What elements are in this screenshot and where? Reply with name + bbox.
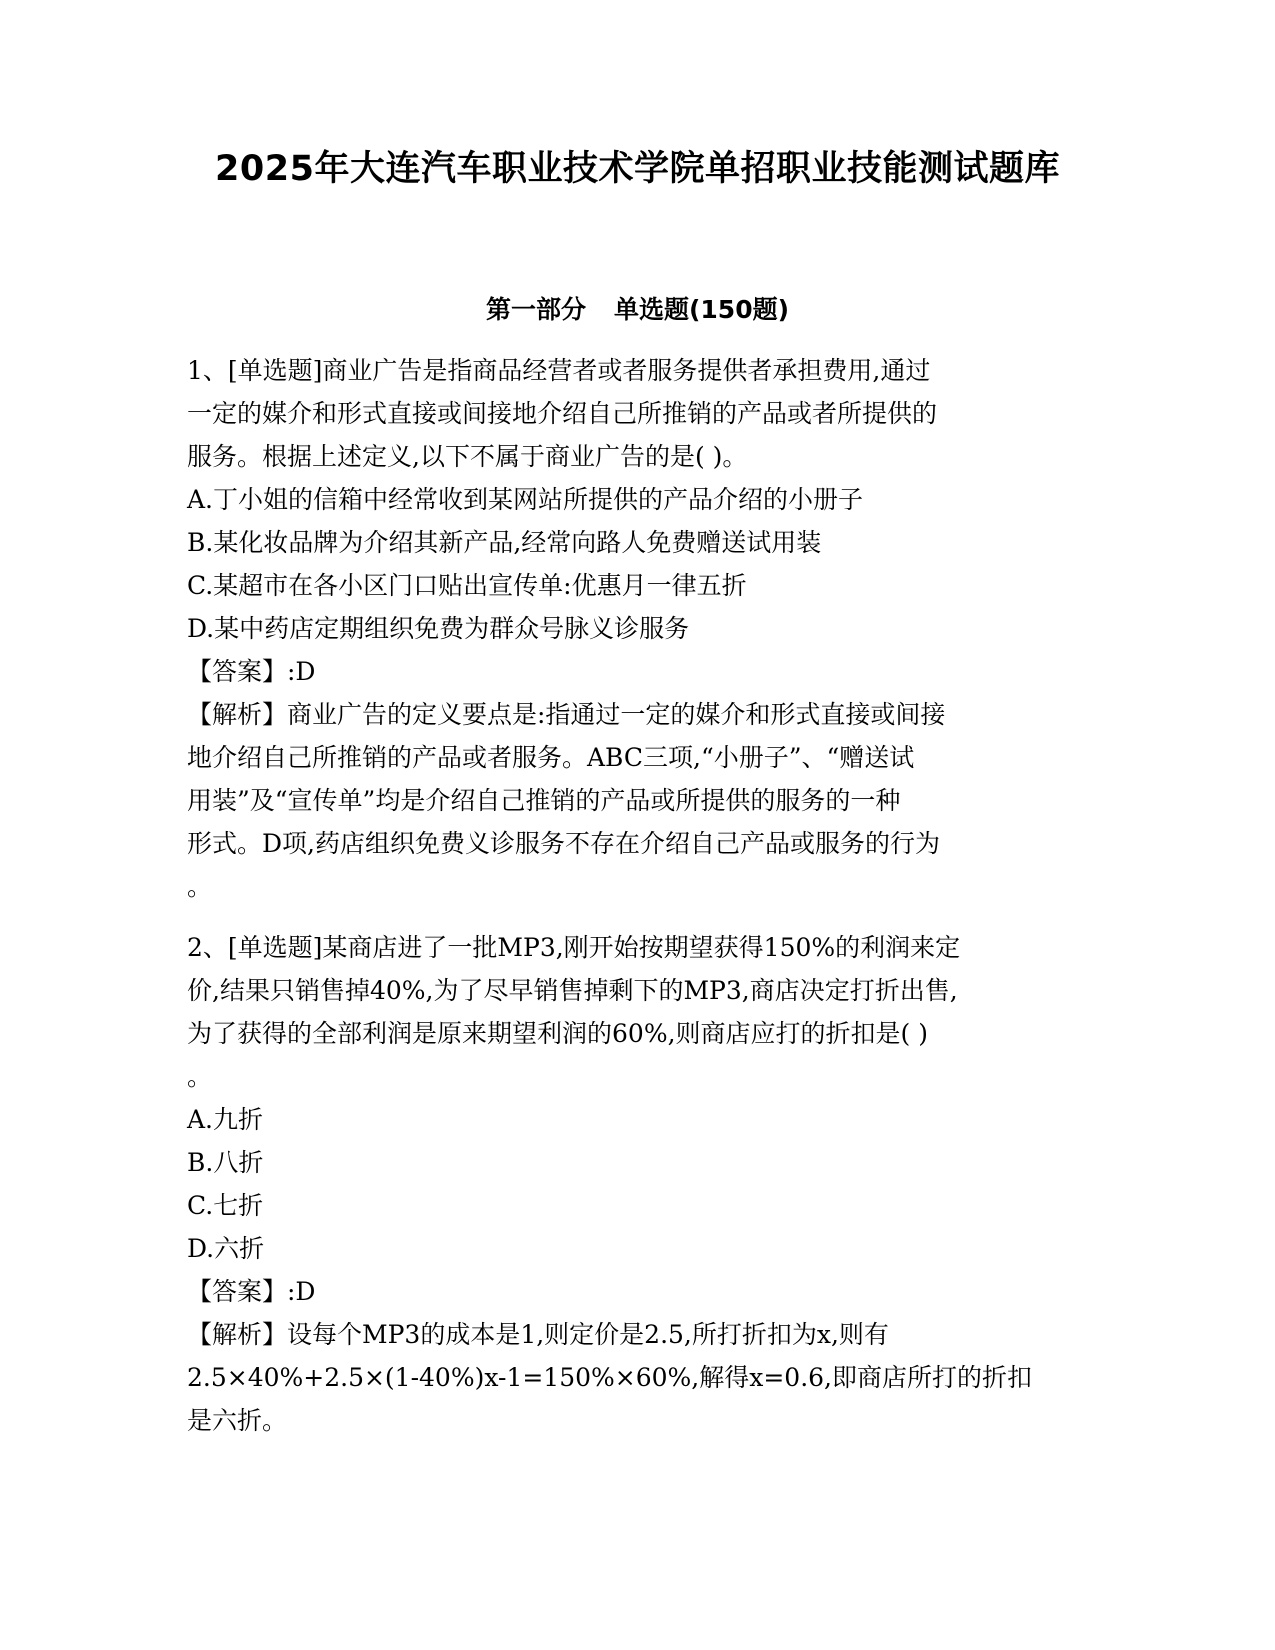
section-heading <box>0 293 1275 327</box>
option-c: C.七折 <box>187 1191 264 1220</box>
question-stem-line: 价,结果只销售掉40%,为了尽早销售掉剩下的MP3,商店决定打折出售, <box>187 976 958 1005</box>
analysis-line: 2.5×40%+2.5×(1-40%)x-1=150%×60%,解得x=0.6,即商店所打的折扣 <box>187 1363 1032 1392</box>
answer-line: 【答案】:D <box>187 1277 316 1306</box>
option-b: B.八折 <box>187 1148 264 1177</box>
question-stem-line: 1、[单选题]商业广告是指商品经营者或者服务提供者承担费用,通过 <box>187 356 931 385</box>
question-stem-line: 。 <box>187 1062 213 1091</box>
option-b: B.某化妆品牌为介绍其新产品,经常向路人免费赠送试用装 <box>187 528 822 557</box>
analysis-line: 是六折。 <box>187 1406 288 1435</box>
analysis-line: 。 <box>187 872 213 901</box>
question-list <box>187 349 1092 1442</box>
analysis-line: 地介绍自己所推销的产品或者服务。ABC三项,“小册子”、“赠送试 <box>187 743 915 772</box>
question-2 <box>187 926 1092 1442</box>
question-stem-line: 服务。根据上述定义,以下不属于商业广告的是( )。 <box>187 442 748 471</box>
option-c: C.某超市在各小区门口贴出宣传单:优惠月一律五折 <box>187 571 747 600</box>
option-a: A.九折 <box>187 1105 264 1134</box>
section-name: 单选题(150题) <box>613 295 790 324</box>
question-stem-line: 一定的媒介和形式直接或间接地介绍自己所推销的产品或者所提供的 <box>187 399 938 428</box>
analysis-line: 用装”及“宣传单”均是介绍自己推销的产品或所提供的服务的一种 <box>187 786 901 815</box>
analysis-line: 形式。D项,药店组织免费义诊服务不存在介绍自己产品或服务的行为 <box>187 829 940 858</box>
question-stem-line: 2、[单选题]某商店进了一批MP3,刚开始按期望获得150%的利润来定 <box>187 933 961 962</box>
answer-line: 【答案】:D <box>187 657 316 686</box>
analysis-line: 【解析】商业广告的定义要点是:指通过一定的媒介和形式直接或间接 <box>187 700 946 729</box>
option-a: A.丁小姐的信箱中经常收到某网站所提供的产品介绍的小册子 <box>187 485 864 514</box>
analysis-line: 【解析】设每个MP3的成本是1,则定价是2.5,所打折扣为x,则有 <box>187 1320 889 1349</box>
option-d: D.某中药店定期组织免费为群众号脉义诊服务 <box>187 614 690 643</box>
document-title: 2025年大连汽车职业技术学院单招职业技能测试题库 <box>215 149 1060 189</box>
question-stem-line: 为了获得的全部利润是原来期望利润的60%,则商店应打的折扣是( ) <box>187 1019 928 1048</box>
option-d: D.六折 <box>187 1234 265 1263</box>
section-part: 第一部分 <box>485 295 586 324</box>
question-1 <box>187 349 1092 908</box>
